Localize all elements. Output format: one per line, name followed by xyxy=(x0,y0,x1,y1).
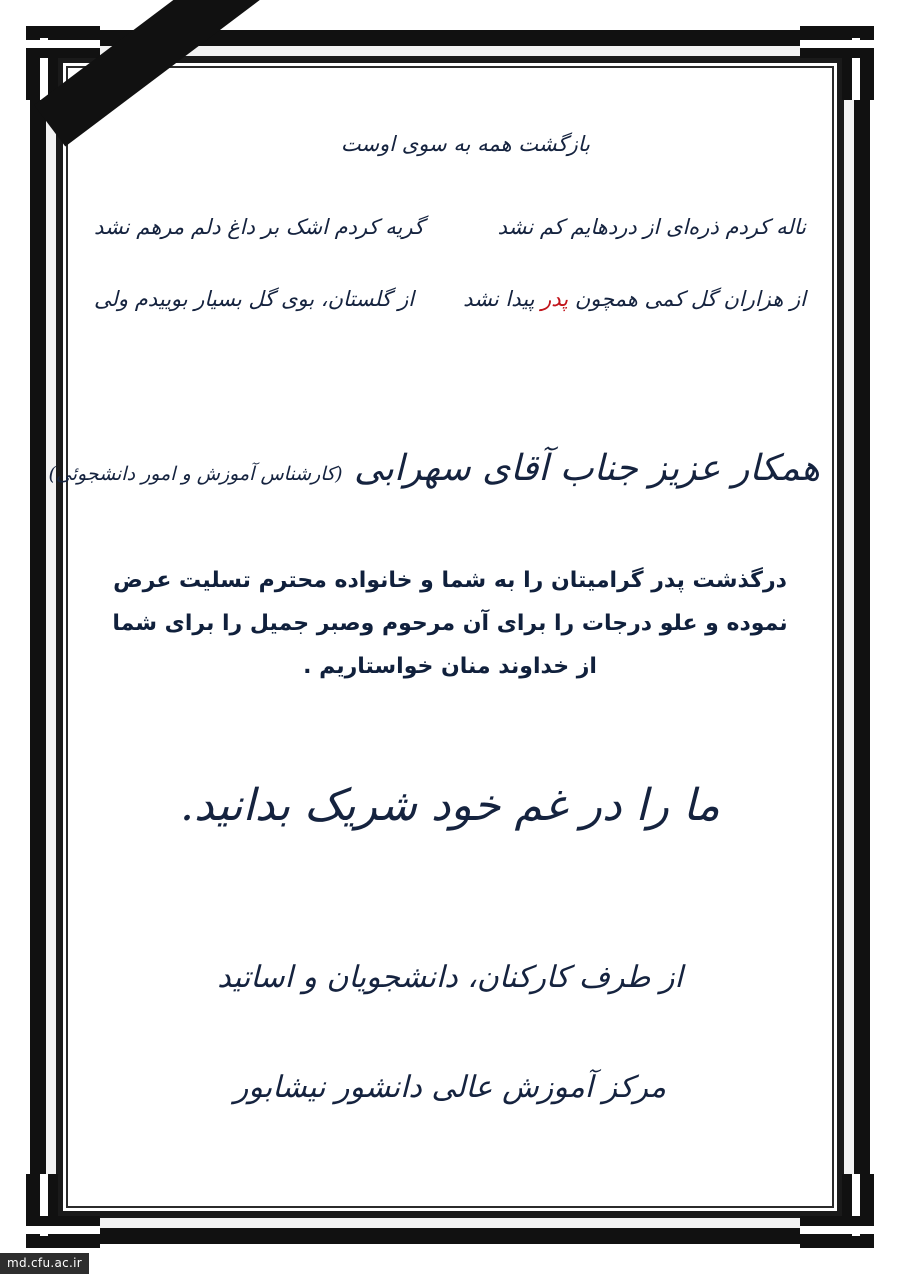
poem-highlight-father: پدر xyxy=(541,287,569,311)
poem-row-1 xyxy=(80,215,820,239)
addressee-name: همکار عزیز جناب آقای سهرابی xyxy=(353,448,820,489)
poem-hemistich-1-left: ناله کردم ذره‌ای از دردهایم کم نشد xyxy=(497,215,806,239)
share-grief-line: ما را در غم خود شریک بدانید. xyxy=(180,780,720,831)
poem-text-after: پیدا نشد xyxy=(463,287,542,311)
addressee-line xyxy=(48,448,820,489)
site-watermark: md.cfu.ac.ir xyxy=(0,1253,89,1274)
poem-block xyxy=(80,215,820,359)
signature-from-line: از طرف کارکنان، دانشجویان و اساتید xyxy=(217,960,683,995)
bismillah-line: بازگشت همه به سوی اوست xyxy=(340,132,590,156)
poem-row-2 xyxy=(80,287,820,311)
condolence-body-text: درگذشت پدر گرامیتان را به شما و خانواده محترم تسلیت عرض نموده و علو درجات را برای آن مرحوم وصبر جمیل را برای شما از خداوند منان خواستاریم . xyxy=(112,568,788,679)
poem-text-before: از هزاران گل کمی همچون xyxy=(568,287,806,311)
poem-hemistich-1-right: گریه کردم اشک بر داغ دلم مرهم نشد xyxy=(94,215,424,239)
poem-hemistich-2-right: از گلستان، بوی گل بسیار بوییدم ولی xyxy=(94,287,415,311)
poster-content xyxy=(48,80,820,1194)
signature-organization-line: مرکز آموزش عالی دانشور نیشابور xyxy=(233,1070,667,1105)
poem-hemistich-2-left xyxy=(463,287,806,311)
addressee-role: (کارشناس آموزش و امور دانشجوئی) xyxy=(48,463,343,485)
